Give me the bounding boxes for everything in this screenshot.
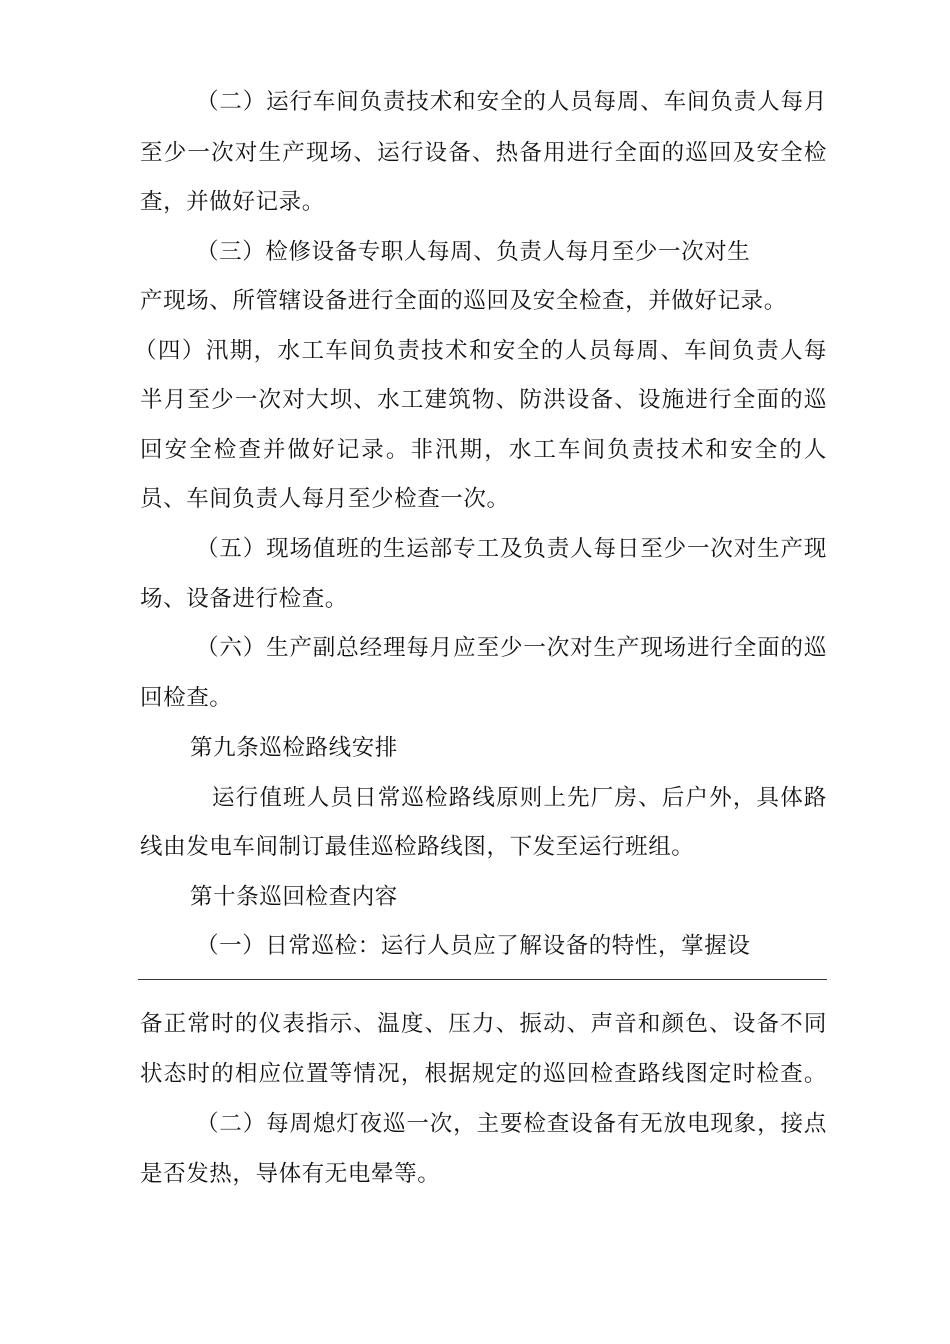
paragraph-line: 查，并做好记录。 [140,189,325,215]
paragraph-line: （四）汛期，水工车间负责技术和安全的人员每周、车间负责人每 [134,338,827,364]
paragraph-line: （三）检修设备专职人每周、负责人每月至少一次对生 [196,239,751,265]
paragraph-line: 回检查。 [140,685,233,711]
paragraph-line: 线由发电车间制订最佳巡检路线图，下发至运行班组。 [140,834,695,860]
paragraph-line: 场、设备进行检查。 [140,586,348,612]
paragraph-line: 回安全检查并做好记录。非汛期，水工车间负责技术和安全的人 [140,437,827,463]
paragraph-line: （二）每周熄灯夜巡一次，主要检查设备有无放电现象，接点 [196,1111,827,1137]
paragraph-line: 至少一次对生产现场、运行设备、热备用进行全面的巡回及安全检 [140,140,827,166]
section-heading: 第十条巡回检查内容 [190,884,398,910]
paragraph-line: 半月至少一次对大坝、水工建筑物、防洪设备、设施进行全面的巡 [140,387,827,413]
paragraph-line: （一）日常巡检：运行人员应了解设备的特性，掌握设 [196,933,751,959]
paragraph-line: 产现场、所管辖设备进行全面的巡回及安全检查，并做好记录。 [140,288,787,314]
paragraph-line: 员、车间负责人每月至少检查一次。 [140,486,510,512]
paragraph-line: （六）生产副总经理每月应至少一次对生产现场进行全面的巡 [196,635,827,661]
paragraph-line: （二）运行车间负责技术和安全的人员每周、车间负责人每月 [196,89,827,115]
paragraph-line: （五）现场值班的生运部专工及负责人每日至少一次对生产现 [196,536,827,562]
paragraph-line: 是否发热，导体有无电晕等。 [140,1161,441,1187]
paragraph-line: 状态时的相应位置等情况，根据规定的巡回检查路线图定时检查。 [140,1061,827,1087]
paragraph-line: 运行值班人员日常巡检路线原则上先厂房、后户外，具体路 [212,785,827,811]
paragraph-line: 备正常时的仪表指示、温度、压力、振动、声音和颜色、设备不同 [140,1011,827,1037]
horizontal-divider [138,979,827,980]
section-heading: 第九条巡检路线安排 [190,735,398,761]
